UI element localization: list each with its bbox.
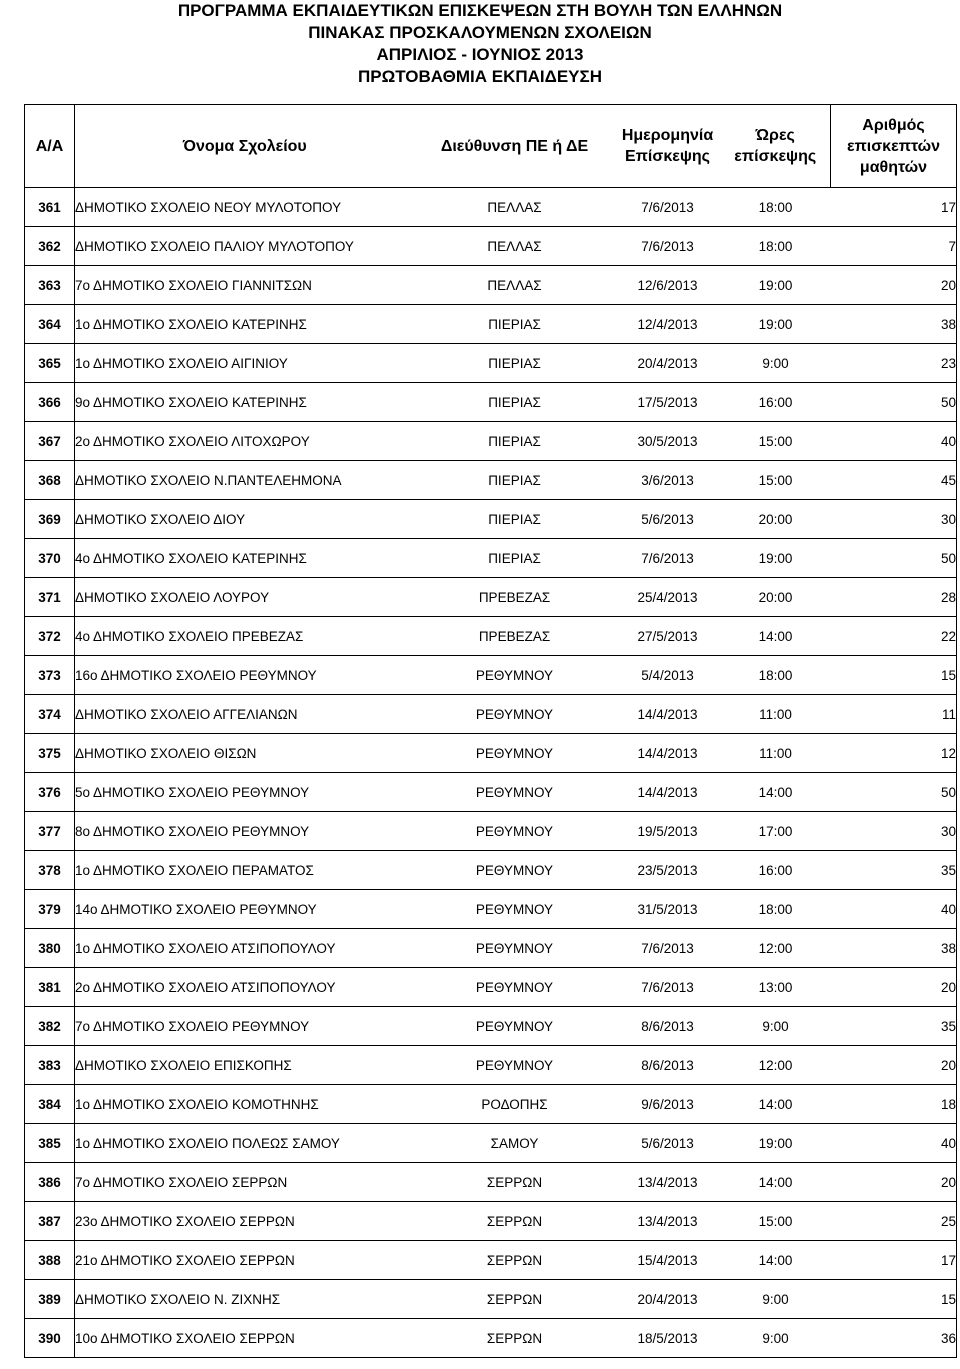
cell-dir: ΠΙΕΡΙΑΣ bbox=[415, 500, 615, 539]
cell-num: 380 bbox=[25, 929, 75, 968]
cell-count: 15 bbox=[831, 1280, 957, 1319]
cell-num: 384 bbox=[25, 1085, 75, 1124]
cell-num: 383 bbox=[25, 1046, 75, 1085]
cell-count: 50 bbox=[831, 773, 957, 812]
cell-name: ΔΗΜΟΤΙΚΟ ΣΧΟΛΕΙΟ ΝΕΟΥ ΜΥΛΟΤΟΠΟΥ bbox=[75, 188, 415, 227]
cell-dir: ΠΙΕΡΙΑΣ bbox=[415, 539, 615, 578]
cell-date: 7/6/2013 bbox=[615, 929, 721, 968]
cell-num: 361 bbox=[25, 188, 75, 227]
cell-count: 38 bbox=[831, 305, 957, 344]
cell-num: 381 bbox=[25, 968, 75, 1007]
header-time bbox=[721, 105, 831, 188]
cell-date: 8/6/2013 bbox=[615, 1046, 721, 1085]
cell-name: 2ο ΔΗΜΟΤΙΚΟ ΣΧΟΛΕΙΟ ΑΤΣΙΠΟΠΟΥΛΟΥ bbox=[75, 968, 415, 1007]
cell-num: 375 bbox=[25, 734, 75, 773]
cell-count: 30 bbox=[831, 812, 957, 851]
cell-num: 387 bbox=[25, 1202, 75, 1241]
table-row bbox=[25, 1007, 957, 1046]
cell-date: 5/6/2013 bbox=[615, 500, 721, 539]
cell-num: 390 bbox=[25, 1319, 75, 1358]
table-row bbox=[25, 422, 957, 461]
table-row bbox=[25, 968, 957, 1007]
cell-count: 20 bbox=[831, 1163, 957, 1202]
cell-name: 14ο ΔΗΜΟΤΙΚΟ ΣΧΟΛΕΙΟ ΡΕΘΥΜΝΟΥ bbox=[75, 890, 415, 929]
cell-date: 13/4/2013 bbox=[615, 1163, 721, 1202]
cell-name: 5ο ΔΗΜΟΤΙΚΟ ΣΧΟΛΕΙΟ ΡΕΘΥΜΝΟΥ bbox=[75, 773, 415, 812]
cell-num: 368 bbox=[25, 461, 75, 500]
cell-count: 17 bbox=[831, 1241, 957, 1280]
cell-time: 11:00 bbox=[721, 734, 831, 773]
cell-count: 45 bbox=[831, 461, 957, 500]
cell-name: 10ο ΔΗΜΟΤΙΚΟ ΣΧΟΛΕΙΟ ΣΕΡΡΩΝ bbox=[75, 1319, 415, 1358]
cell-time: 19:00 bbox=[721, 305, 831, 344]
table-row bbox=[25, 695, 957, 734]
table-row bbox=[25, 1085, 957, 1124]
table-row bbox=[25, 188, 957, 227]
cell-time: 15:00 bbox=[721, 422, 831, 461]
cell-date: 15/4/2013 bbox=[615, 1241, 721, 1280]
cell-count: 7 bbox=[831, 227, 957, 266]
cell-count: 12 bbox=[831, 734, 957, 773]
cell-num: 364 bbox=[25, 305, 75, 344]
title-line-2: ΠΙΝΑΚΑΣ ΠΡΟΣΚΑΛΟΥΜΕΝΩΝ ΣΧΟΛΕΙΩΝ bbox=[308, 23, 652, 42]
table-row bbox=[25, 305, 957, 344]
table-row bbox=[25, 812, 957, 851]
cell-date: 7/6/2013 bbox=[615, 188, 721, 227]
cell-dir: ΡΕΘΥΜΝΟΥ bbox=[415, 929, 615, 968]
cell-date: 7/6/2013 bbox=[615, 968, 721, 1007]
header-time-line-1: Ώρες bbox=[755, 127, 795, 144]
cell-name: 1ο ΔΗΜΟΤΙΚΟ ΣΧΟΛΕΙΟ ΑΤΣΙΠΟΠΟΥΛΟΥ bbox=[75, 929, 415, 968]
cell-name: 1ο ΔΗΜΟΤΙΚΟ ΣΧΟΛΕΙΟ ΚΟΜΟΤΗΝΗΣ bbox=[75, 1085, 415, 1124]
cell-num: 373 bbox=[25, 656, 75, 695]
table-row bbox=[25, 383, 957, 422]
cell-time: 14:00 bbox=[721, 1163, 831, 1202]
table-header bbox=[25, 105, 957, 188]
cell-date: 5/4/2013 bbox=[615, 656, 721, 695]
cell-time: 9:00 bbox=[721, 1280, 831, 1319]
cell-count: 40 bbox=[831, 1124, 957, 1163]
cell-name: 23ο ΔΗΜΟΤΙΚΟ ΣΧΟΛΕΙΟ ΣΕΡΡΩΝ bbox=[75, 1202, 415, 1241]
cell-time: 20:00 bbox=[721, 578, 831, 617]
cell-name: 8ο ΔΗΜΟΤΙΚΟ ΣΧΟΛΕΙΟ ΡΕΘΥΜΝΟΥ bbox=[75, 812, 415, 851]
cell-name: 1ο ΔΗΜΟΤΙΚΟ ΣΧΟΛΕΙΟ ΠΕΡΑΜΑΤΟΣ bbox=[75, 851, 415, 890]
table-row bbox=[25, 929, 957, 968]
cell-time: 12:00 bbox=[721, 1046, 831, 1085]
title-line-4: ΠΡΩΤΟΒΑΘΜΙΑ ΕΚΠΑΙΔΕΥΣΗ bbox=[357, 67, 603, 86]
cell-date: 31/5/2013 bbox=[615, 890, 721, 929]
cell-num: 388 bbox=[25, 1241, 75, 1280]
cell-dir: ΡΕΘΥΜΝΟΥ bbox=[415, 695, 615, 734]
header-date bbox=[615, 105, 721, 188]
cell-time: 19:00 bbox=[721, 266, 831, 305]
cell-count: 25 bbox=[831, 1202, 957, 1241]
cell-count: 35 bbox=[831, 1007, 957, 1046]
cell-time: 16:00 bbox=[721, 851, 831, 890]
table-row bbox=[25, 578, 957, 617]
cell-dir: ΡΕΘΥΜΝΟΥ bbox=[415, 773, 615, 812]
cell-num: 386 bbox=[25, 1163, 75, 1202]
cell-name: 1ο ΔΗΜΟΤΙΚΟ ΣΧΟΛΕΙΟ ΚΑΤΕΡΙΝΗΣ bbox=[75, 305, 415, 344]
cell-dir: ΡΕΘΥΜΝΟΥ bbox=[415, 1007, 615, 1046]
cell-date: 25/4/2013 bbox=[615, 578, 721, 617]
cell-name: 7ο ΔΗΜΟΤΙΚΟ ΣΧΟΛΕΙΟ ΓΙΑΝΝΙΤΣΩΝ bbox=[75, 266, 415, 305]
cell-count: 35 bbox=[831, 851, 957, 890]
cell-name: 2ο ΔΗΜΟΤΙΚΟ ΣΧΟΛΕΙΟ ΛΙΤΟΧΩΡΟΥ bbox=[75, 422, 415, 461]
header-dir-label: Διεύθυνση ΠΕ ή ΔΕ bbox=[440, 137, 589, 155]
table-row bbox=[25, 734, 957, 773]
title-line-3: ΑΠΡΙΛΙΟΣ - ΙΟΥΝΙΟΣ 2013 bbox=[376, 45, 584, 64]
cell-count: 50 bbox=[831, 539, 957, 578]
cell-time: 19:00 bbox=[721, 1124, 831, 1163]
cell-count: 40 bbox=[831, 890, 957, 929]
cell-name: 1ο ΔΗΜΟΤΙΚΟ ΣΧΟΛΕΙΟ ΠΟΛΕΩΣ ΣΑΜΟΥ bbox=[75, 1124, 415, 1163]
cell-time: 13:00 bbox=[721, 968, 831, 1007]
table-row bbox=[25, 851, 957, 890]
cell-num: 382 bbox=[25, 1007, 75, 1046]
table-row bbox=[25, 461, 957, 500]
cell-num: 370 bbox=[25, 539, 75, 578]
cell-date: 12/4/2013 bbox=[615, 305, 721, 344]
cell-num: 366 bbox=[25, 383, 75, 422]
cell-name: ΔΗΜΟΤΙΚΟ ΣΧΟΛΕΙΟ ΠΑΛΙΟΥ ΜΥΛΟΤΟΠΟΥ bbox=[75, 227, 415, 266]
cell-count: 28 bbox=[831, 578, 957, 617]
table-row bbox=[25, 500, 957, 539]
cell-date: 27/5/2013 bbox=[615, 617, 721, 656]
cell-dir: ΠΙΕΡΙΑΣ bbox=[415, 461, 615, 500]
cell-num: 376 bbox=[25, 773, 75, 812]
cell-name: ΔΗΜΟΤΙΚΟ ΣΧΟΛΕΙΟ Ν. ΖΙΧΝΗΣ bbox=[75, 1280, 415, 1319]
header-count-line-3: μαθητών bbox=[859, 158, 928, 176]
cell-date: 23/5/2013 bbox=[615, 851, 721, 890]
table-body bbox=[25, 188, 957, 1358]
cell-count: 11 bbox=[831, 695, 957, 734]
cell-count: 15 bbox=[831, 656, 957, 695]
cell-time: 15:00 bbox=[721, 461, 831, 500]
cell-date: 14/4/2013 bbox=[615, 695, 721, 734]
table-row bbox=[25, 1202, 957, 1241]
cell-dir: ΣΕΡΡΩΝ bbox=[415, 1202, 615, 1241]
table-row bbox=[25, 890, 957, 929]
cell-date: 3/6/2013 bbox=[615, 461, 721, 500]
cell-name: 7ο ΔΗΜΟΤΙΚΟ ΣΧΟΛΕΙΟ ΣΕΡΡΩΝ bbox=[75, 1163, 415, 1202]
cell-time: 11:00 bbox=[721, 695, 831, 734]
table-row bbox=[25, 773, 957, 812]
cell-name: ΔΗΜΟΤΙΚΟ ΣΧΟΛΕΙΟ Ν.ΠΑΝΤΕΛΕΗΜΟΝΑ bbox=[75, 461, 415, 500]
cell-time: 15:00 bbox=[721, 1202, 831, 1241]
cell-name: ΔΗΜΟΤΙΚΟ ΣΧΟΛΕΙΟ ΘΙΣΩΝ bbox=[75, 734, 415, 773]
cell-dir: ΡΕΘΥΜΝΟΥ bbox=[415, 734, 615, 773]
cell-count: 20 bbox=[831, 968, 957, 1007]
cell-time: 9:00 bbox=[721, 1319, 831, 1358]
cell-count: 38 bbox=[831, 929, 957, 968]
cell-time: 18:00 bbox=[721, 188, 831, 227]
cell-name: 4ο ΔΗΜΟΤΙΚΟ ΣΧΟΛΕΙΟ ΠΡΕΒΕΖΑΣ bbox=[75, 617, 415, 656]
cell-count: 22 bbox=[831, 617, 957, 656]
cell-name: ΔΗΜΟΤΙΚΟ ΣΧΟΛΕΙΟ ΑΓΓΕΛΙΑΝΩΝ bbox=[75, 695, 415, 734]
cell-count: 36 bbox=[831, 1319, 957, 1358]
header-dir bbox=[415, 105, 615, 188]
cell-name: 1ο ΔΗΜΟΤΙΚΟ ΣΧΟΛΕΙΟ ΑΙΓΙΝΙΟΥ bbox=[75, 344, 415, 383]
cell-count: 50 bbox=[831, 383, 957, 422]
cell-date: 7/6/2013 bbox=[615, 227, 721, 266]
cell-name: 9ο ΔΗΜΟΤΙΚΟ ΣΧΟΛΕΙΟ ΚΑΤΕΡΙΝΗΣ bbox=[75, 383, 415, 422]
cell-time: 19:00 bbox=[721, 539, 831, 578]
header-num bbox=[25, 105, 75, 188]
cell-name: 16ο ΔΗΜΟΤΙΚΟ ΣΧΟΛΕΙΟ ΡΕΘΥΜΝΟΥ bbox=[75, 656, 415, 695]
cell-time: 14:00 bbox=[721, 1085, 831, 1124]
cell-dir: ΠΕΛΛΑΣ bbox=[415, 188, 615, 227]
cell-name: 7ο ΔΗΜΟΤΙΚΟ ΣΧΟΛΕΙΟ ΡΕΘΥΜΝΟΥ bbox=[75, 1007, 415, 1046]
cell-time: 17:00 bbox=[721, 812, 831, 851]
cell-dir: ΣΕΡΡΩΝ bbox=[415, 1280, 615, 1319]
cell-num: 371 bbox=[25, 578, 75, 617]
cell-dir: ΠΕΛΛΑΣ bbox=[415, 227, 615, 266]
table-row bbox=[25, 227, 957, 266]
table-row bbox=[25, 266, 957, 305]
cell-date: 30/5/2013 bbox=[615, 422, 721, 461]
cell-count: 20 bbox=[831, 1046, 957, 1085]
cell-dir: ΠΙΕΡΙΑΣ bbox=[415, 305, 615, 344]
cell-count: 40 bbox=[831, 422, 957, 461]
header-date-line-1: Ημερομηνία bbox=[621, 127, 714, 144]
cell-date: 14/4/2013 bbox=[615, 773, 721, 812]
cell-dir: ΠΕΛΛΑΣ bbox=[415, 266, 615, 305]
cell-name: 21ο ΔΗΜΟΤΙΚΟ ΣΧΟΛΕΙΟ ΣΕΡΡΩΝ bbox=[75, 1241, 415, 1280]
table-row bbox=[25, 617, 957, 656]
cell-name: ΔΗΜΟΤΙΚΟ ΣΧΟΛΕΙΟ ΔΙΟΥ bbox=[75, 500, 415, 539]
cell-date: 20/4/2013 bbox=[615, 1280, 721, 1319]
cell-time: 14:00 bbox=[721, 773, 831, 812]
cell-count: 20 bbox=[831, 266, 957, 305]
cell-num: 385 bbox=[25, 1124, 75, 1163]
cell-time: 14:00 bbox=[721, 1241, 831, 1280]
header-count-line-2: επισκεπτών bbox=[846, 137, 941, 155]
cell-dir: ΡΕΘΥΜΝΟΥ bbox=[415, 812, 615, 851]
cell-num: 377 bbox=[25, 812, 75, 851]
cell-time: 9:00 bbox=[721, 344, 831, 383]
header-date-line-2: Επίσκεψης bbox=[625, 148, 710, 165]
cell-dir: ΡΕΘΥΜΝΟΥ bbox=[415, 890, 615, 929]
header-time-line-2: επίσκεψης bbox=[734, 148, 817, 165]
cell-dir: ΠΡΕΒΕΖΑΣ bbox=[415, 578, 615, 617]
cell-time: 14:00 bbox=[721, 617, 831, 656]
cell-dir: ΡΕΘΥΜΝΟΥ bbox=[415, 851, 615, 890]
cell-num: 369 bbox=[25, 500, 75, 539]
cell-num: 362 bbox=[25, 227, 75, 266]
cell-date: 12/6/2013 bbox=[615, 266, 721, 305]
cell-dir: ΡΟΔΟΠΗΣ bbox=[415, 1085, 615, 1124]
cell-dir: ΠΡΕΒΕΖΑΣ bbox=[415, 617, 615, 656]
table-row bbox=[25, 1241, 957, 1280]
cell-dir: ΡΕΘΥΜΝΟΥ bbox=[415, 1046, 615, 1085]
cell-dir: ΣΕΡΡΩΝ bbox=[415, 1319, 615, 1358]
cell-count: 23 bbox=[831, 344, 957, 383]
cell-dir: ΠΙΕΡΙΑΣ bbox=[415, 383, 615, 422]
cell-date: 5/6/2013 bbox=[615, 1124, 721, 1163]
table-row bbox=[25, 1046, 957, 1085]
cell-num: 365 bbox=[25, 344, 75, 383]
cell-date: 19/5/2013 bbox=[615, 812, 721, 851]
cell-dir: ΠΙΕΡΙΑΣ bbox=[415, 344, 615, 383]
table-row bbox=[25, 1280, 957, 1319]
cell-time: 18:00 bbox=[721, 656, 831, 695]
cell-name: ΔΗΜΟΤΙΚΟ ΣΧΟΛΕΙΟ ΛΟΥΡΟΥ bbox=[75, 578, 415, 617]
cell-date: 14/4/2013 bbox=[615, 734, 721, 773]
table-row bbox=[25, 1124, 957, 1163]
cell-num: 389 bbox=[25, 1280, 75, 1319]
cell-date: 7/6/2013 bbox=[615, 539, 721, 578]
table-row bbox=[25, 656, 957, 695]
cell-num: 378 bbox=[25, 851, 75, 890]
schools-table bbox=[24, 104, 957, 1358]
cell-dir: ΠΙΕΡΙΑΣ bbox=[415, 422, 615, 461]
cell-dir: ΣΑΜΟΥ bbox=[415, 1124, 615, 1163]
cell-time: 12:00 bbox=[721, 929, 831, 968]
cell-dir: ΣΕΡΡΩΝ bbox=[415, 1241, 615, 1280]
cell-date: 20/4/2013 bbox=[615, 344, 721, 383]
table-row bbox=[25, 1319, 957, 1358]
cell-count: 18 bbox=[831, 1085, 957, 1124]
cell-count: 30 bbox=[831, 500, 957, 539]
table-row bbox=[25, 344, 957, 383]
document-title-block bbox=[0, 0, 960, 88]
table-row bbox=[25, 539, 957, 578]
cell-dir: ΣΕΡΡΩΝ bbox=[415, 1163, 615, 1202]
cell-num: 372 bbox=[25, 617, 75, 656]
cell-time: 20:00 bbox=[721, 500, 831, 539]
cell-time: 16:00 bbox=[721, 383, 831, 422]
cell-date: 13/4/2013 bbox=[615, 1202, 721, 1241]
cell-date: 18/5/2013 bbox=[615, 1319, 721, 1358]
header-count bbox=[831, 105, 957, 188]
cell-date: 9/6/2013 bbox=[615, 1085, 721, 1124]
header-name-label: Όνομα Σχολείου bbox=[182, 137, 307, 155]
cell-date: 17/5/2013 bbox=[615, 383, 721, 422]
cell-time: 9:00 bbox=[721, 1007, 831, 1046]
cell-num: 374 bbox=[25, 695, 75, 734]
cell-num: 379 bbox=[25, 890, 75, 929]
cell-name: 4ο ΔΗΜΟΤΙΚΟ ΣΧΟΛΕΙΟ ΚΑΤΕΡΙΝΗΣ bbox=[75, 539, 415, 578]
header-row bbox=[25, 105, 957, 188]
cell-time: 18:00 bbox=[721, 890, 831, 929]
cell-num: 367 bbox=[25, 422, 75, 461]
header-count-line-1: Αριθμός bbox=[862, 116, 925, 134]
title-line-1: ΠΡΟΓΡΑΜΜΑ ΕΚΠΑΙΔΕΥΤΙΚΩΝ ΕΠΙΣΚΕΨΕΩΝ ΣΤΗ ΒΟΥΛΗ ΤΩΝ ΕΛΛΗΝΩΝ bbox=[177, 1, 783, 20]
cell-time: 18:00 bbox=[721, 227, 831, 266]
cell-dir: ΡΕΘΥΜΝΟΥ bbox=[415, 656, 615, 695]
header-num-label: Α/Α bbox=[35, 137, 64, 155]
cell-date: 8/6/2013 bbox=[615, 1007, 721, 1046]
table-row bbox=[25, 1163, 957, 1202]
cell-dir: ΡΕΘΥΜΝΟΥ bbox=[415, 968, 615, 1007]
cell-name: ΔΗΜΟΤΙΚΟ ΣΧΟΛΕΙΟ ΕΠΙΣΚΟΠΗΣ bbox=[75, 1046, 415, 1085]
cell-count: 17 bbox=[831, 188, 957, 227]
header-name bbox=[75, 105, 415, 188]
cell-num: 363 bbox=[25, 266, 75, 305]
